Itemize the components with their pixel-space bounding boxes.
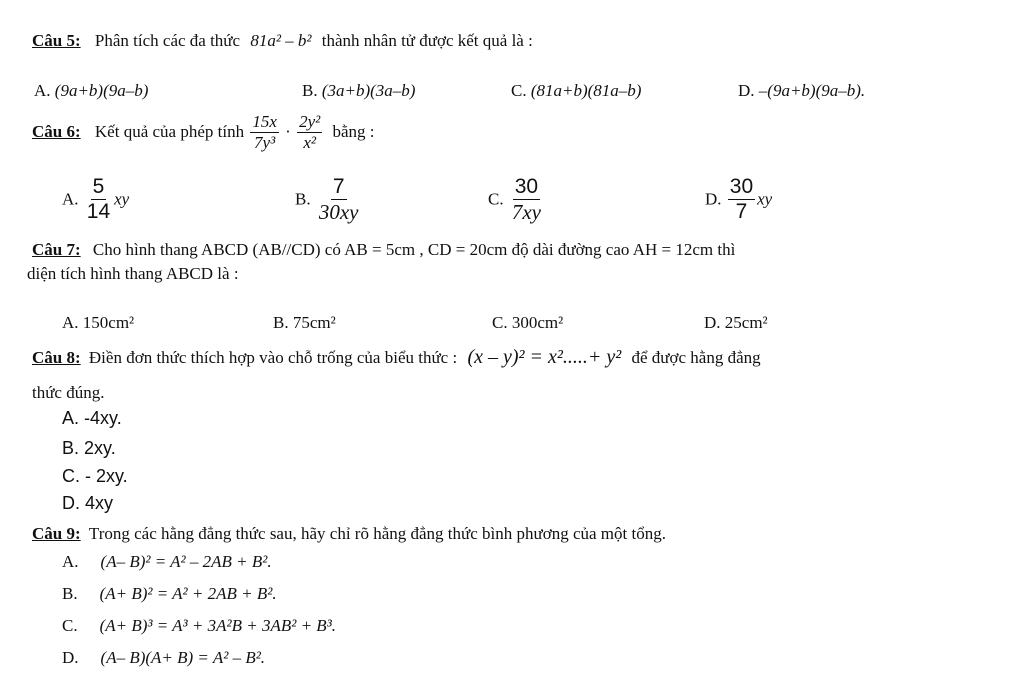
option-letter: B. <box>273 313 289 332</box>
option-6a[interactable] <box>62 175 129 224</box>
option-value: (A+ B)³ = A³ + 3A²B + 3AB² + B³. <box>99 616 337 635</box>
option-value: –(9a+b)(9a–b). <box>758 81 866 100</box>
option-value: 150cm² <box>82 313 135 332</box>
fraction-denominator: x² <box>303 132 316 152</box>
option-fraction <box>85 175 112 224</box>
option-7d[interactable] <box>704 313 768 333</box>
fraction-numerator: 30 <box>728 175 755 200</box>
option-letter: C. <box>511 81 527 100</box>
question-8-text-after: để được hằng đẳng <box>631 348 761 367</box>
option-value: (3a+b)(3a–b) <box>321 81 416 100</box>
question-6-text-after: bằng : <box>332 122 375 142</box>
option-letter: D. <box>705 189 722 209</box>
question-8-text-before: Điền đơn thức thích hợp vào chỗ trống của biểu thức : <box>88 348 458 367</box>
option-value: (81a+b)(81a–b) <box>530 81 642 100</box>
option-value: 4xy <box>85 493 114 513</box>
question-6-text-before: Kết quả của phép tính <box>94 122 245 142</box>
option-9b[interactable] <box>62 584 277 604</box>
option-value: (A+ B)² = A² + 2AB + B². <box>99 584 277 603</box>
option-value: 25cm² <box>724 313 768 332</box>
multiply-dot: · <box>285 122 291 142</box>
option-letter: D. <box>62 648 79 667</box>
option-9a[interactable] <box>62 552 272 572</box>
question-7-line-1: Cho hình thang ABCD (AB//CD) có AB = 5cm , CD = 20cm độ dài đường cao AH = 12cm thì <box>92 240 736 259</box>
option-letter: B. <box>62 438 80 458</box>
fraction-denominator: 7 <box>735 200 748 224</box>
question-5-expression: 81a² – b² <box>250 31 312 50</box>
option-8c[interactable] <box>62 466 128 487</box>
option-letter: A. <box>62 313 79 332</box>
question-6-fraction-2 <box>297 112 322 152</box>
option-7b[interactable] <box>273 313 336 333</box>
option-7a[interactable] <box>62 313 134 333</box>
option-value: (9a+b)(9a–b) <box>54 81 149 100</box>
fraction-denominator: 14 <box>86 200 111 224</box>
option-letter: D. <box>738 81 755 100</box>
option-value: -4xy. <box>84 408 122 428</box>
fraction-numerator: 30 <box>513 175 540 200</box>
option-letter: C. <box>62 466 80 486</box>
question-7-label: Câu 7: <box>32 240 81 259</box>
option-letter: A. <box>34 81 51 100</box>
question-8-line-2: thức đúng. <box>32 383 105 402</box>
fraction-denominator: 7y³ <box>254 132 276 152</box>
option-value: (A– B)(A+ B) = A² – B². <box>100 648 266 667</box>
question-9-text: Trong các hằng đẳng thức sau, hãy chỉ rõ hằng đẳng thức bình phương của một tổng. <box>88 524 666 543</box>
option-6d[interactable] <box>705 175 772 224</box>
option-letter: B. <box>295 189 311 209</box>
option-8d[interactable] <box>62 493 113 514</box>
option-value: 75cm² <box>292 313 336 332</box>
option-letter: B. <box>62 584 78 603</box>
option-tail: xy <box>114 189 130 209</box>
option-value: - 2xy. <box>85 466 128 486</box>
option-5c[interactable] <box>511 81 641 101</box>
question-7-line-2: diện tích hình thang ABCD là : <box>27 264 239 283</box>
option-8a[interactable] <box>62 408 122 429</box>
question-6-label: Câu 6: <box>32 122 81 142</box>
option-6b[interactable] <box>295 175 363 224</box>
option-value: (A– B)² = A² – 2AB + B². <box>100 552 272 571</box>
option-letter: A. <box>62 189 79 209</box>
option-letter: C. <box>62 616 78 635</box>
option-9d[interactable] <box>62 648 265 668</box>
option-5a[interactable] <box>34 81 148 101</box>
option-value: 2xy. <box>84 438 116 458</box>
question-5-label: Câu 5: <box>32 31 81 50</box>
fraction-numerator: 2y² <box>299 112 321 131</box>
fraction-numerator: 7 <box>331 175 347 200</box>
option-5d[interactable] <box>738 81 865 101</box>
option-value: 300cm² <box>511 313 564 332</box>
question-5-text-before: Phân tích các đa thức <box>94 31 241 50</box>
option-letter: C. <box>492 313 508 332</box>
fraction-numerator: 15x <box>252 112 277 131</box>
question-5-text-after: thành nhân tử được kết quả là : <box>321 31 533 50</box>
option-8b[interactable] <box>62 438 116 459</box>
option-letter: D. <box>62 493 80 513</box>
option-letter: B. <box>302 81 318 100</box>
option-5b[interactable] <box>302 81 415 101</box>
option-letter: A. <box>62 408 80 428</box>
option-letter: D. <box>704 313 721 332</box>
option-letter: A. <box>62 552 79 571</box>
option-7c[interactable] <box>492 313 563 333</box>
question-8-label: Câu 8: <box>32 348 81 367</box>
option-6c[interactable] <box>488 175 545 224</box>
question-9-label: Câu 9: <box>32 524 81 543</box>
fraction-numerator: 5 <box>91 175 107 200</box>
option-tail: xy <box>757 189 773 209</box>
question-8-expression: (x – y)² = x².....+ y² <box>467 346 622 368</box>
option-fraction <box>728 175 755 224</box>
option-letter: C. <box>488 189 504 209</box>
option-fraction <box>317 175 361 224</box>
fraction-denominator: 7xy <box>511 200 541 225</box>
option-9c[interactable] <box>62 616 336 636</box>
fraction-denominator: 30xy <box>318 200 359 225</box>
option-fraction <box>510 175 543 224</box>
question-6-fraction-1 <box>250 112 279 152</box>
